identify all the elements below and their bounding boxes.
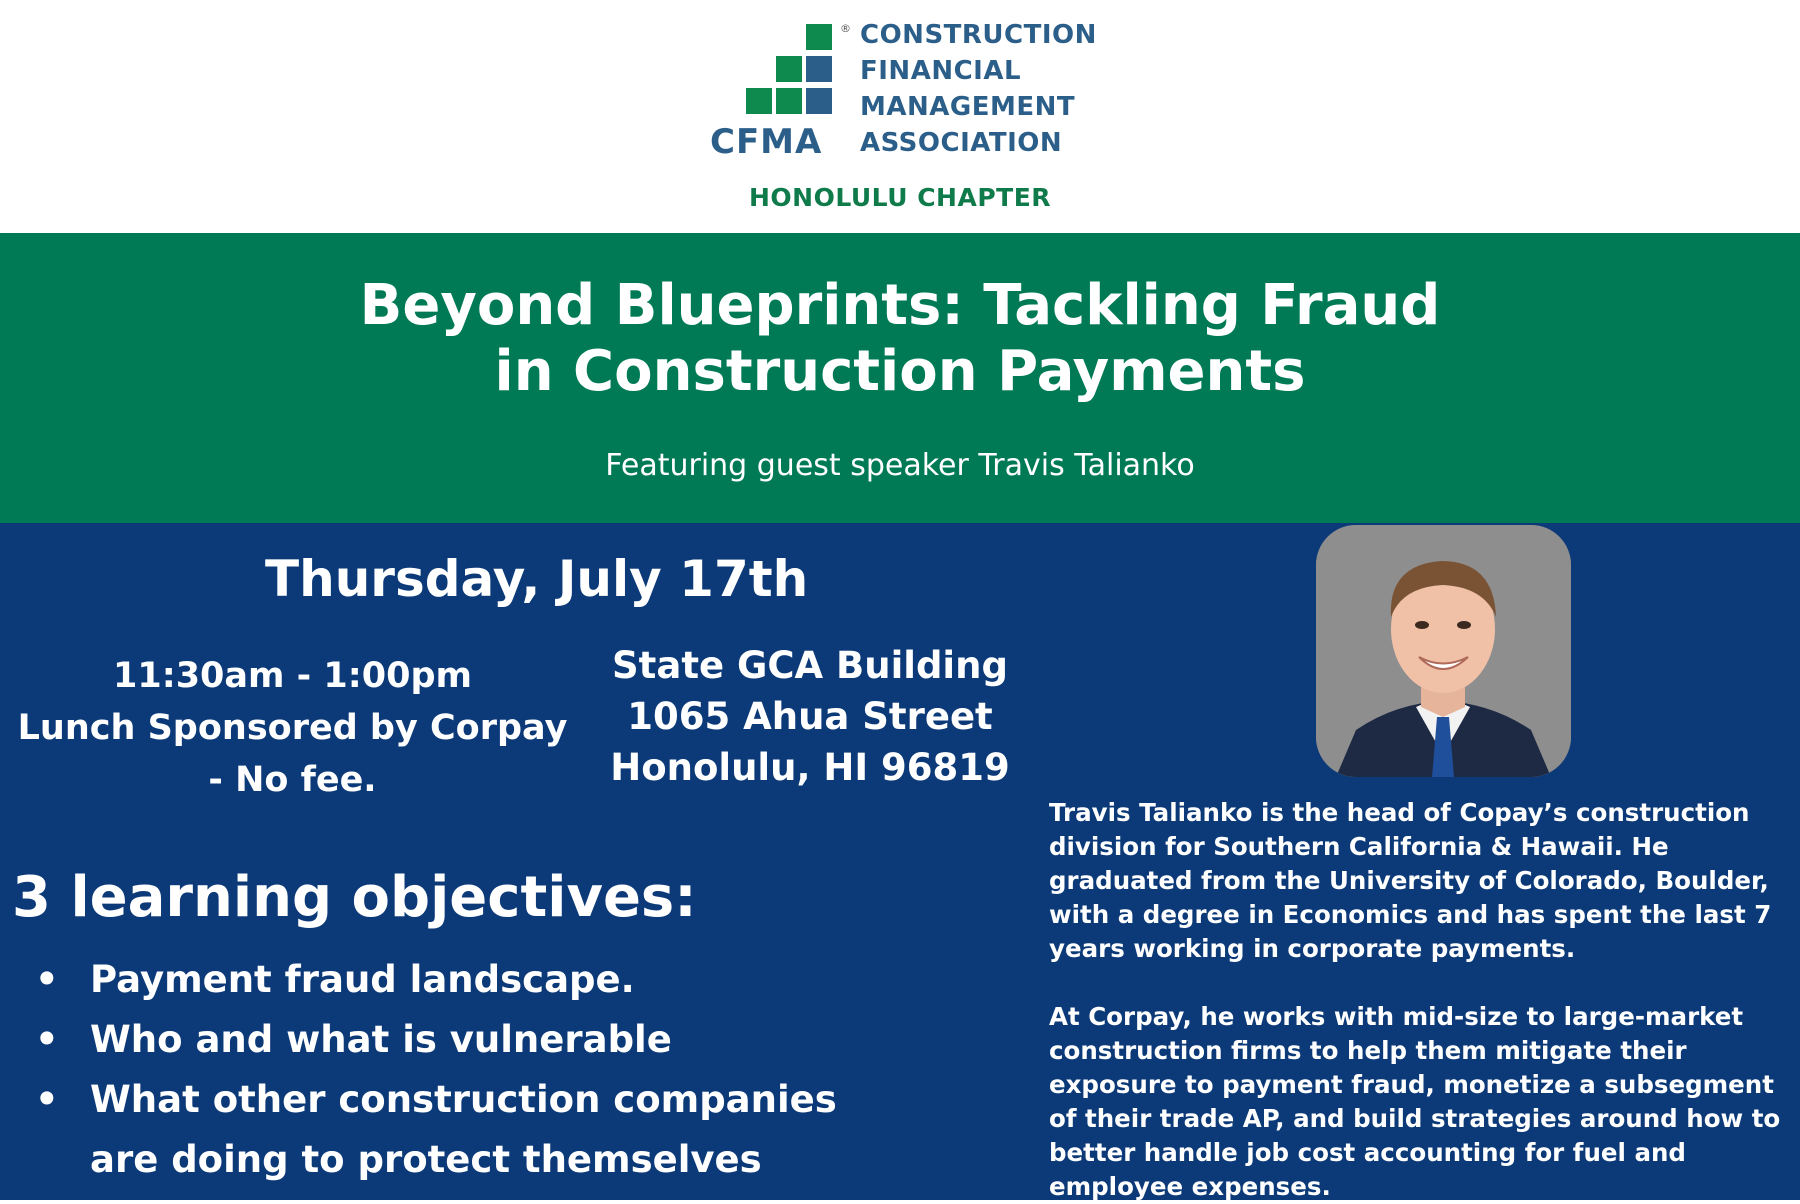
logo-name-line: MANAGEMENT	[860, 92, 1076, 122]
event-subtitle: Featuring guest speaker Travis Talianko	[605, 448, 1195, 483]
event-date: Thursday, July 17th	[265, 550, 809, 608]
logo-square	[806, 24, 832, 50]
logo-name-line: FINANCIAL	[860, 56, 1022, 86]
bullet-icon: •	[35, 958, 59, 1001]
objective-item: • What other construction companies are doing to protect themselves	[30, 1070, 850, 1190]
venue-street: 1065 Ahua Street	[627, 695, 993, 738]
objective-item: • Who and what is vulnerable	[30, 1010, 850, 1070]
bio-paragraph: Travis Talianko is the head of Copay’s construction division for Southern California & Hawaii. He graduated from the University of Colorado, Boulder, with a degree in Economics and has spent the last 7 years working in corporate payments.	[1049, 798, 1772, 963]
event-title	[0, 273, 1800, 405]
bullet-icon: •	[35, 1018, 59, 1061]
header	[0, 0, 1800, 233]
venue-address	[600, 640, 1020, 793]
lunch-fee: - No fee.	[208, 760, 377, 800]
speaker-bio	[1049, 796, 1795, 1204]
logo-square	[746, 88, 772, 114]
logo-square	[806, 56, 832, 82]
event-title-line2: in Construction Payments	[494, 339, 1306, 404]
event-time: 11:30am - 1:00pm	[113, 656, 472, 696]
logo-square	[776, 88, 802, 114]
registered-mark: ®	[840, 22, 851, 35]
venue-name: State GCA Building	[612, 644, 1008, 687]
venue-city: Honolulu, HI 96819	[610, 746, 1010, 789]
logo-square	[806, 88, 832, 114]
speaker-portrait-icon	[1316, 525, 1571, 777]
lunch-line: Lunch Sponsored by Corpay	[17, 708, 568, 748]
time-and-lunch	[10, 650, 575, 806]
objective-item: • Payment fraud landscape.	[30, 950, 850, 1010]
bio-paragraph: At Corpay, he works with mid-size to large-market construction firms to help them mitigate their exposure to payment fraud, monetize a subsegment of their trade AP, and build strategies around how to better handle job cost accounting for fuel and employee expenses.	[1049, 1002, 1781, 1201]
objectives-list	[30, 950, 850, 1190]
bullet-icon: •	[35, 1078, 59, 1121]
speaker-photo	[1316, 525, 1571, 777]
event-title-line1: Beyond Blueprints: Tackling Fraud	[359, 273, 1441, 338]
objectives-heading: 3 learning objectives:	[12, 865, 697, 930]
logo-abbreviation: CFMA	[710, 122, 823, 162]
chapter-name: HONOLULU CHAPTER	[748, 183, 1052, 212]
logo-name-line: ASSOCIATION	[860, 128, 1063, 158]
logo-name-line: CONSTRUCTION	[860, 20, 1097, 50]
logo-square	[776, 56, 802, 82]
